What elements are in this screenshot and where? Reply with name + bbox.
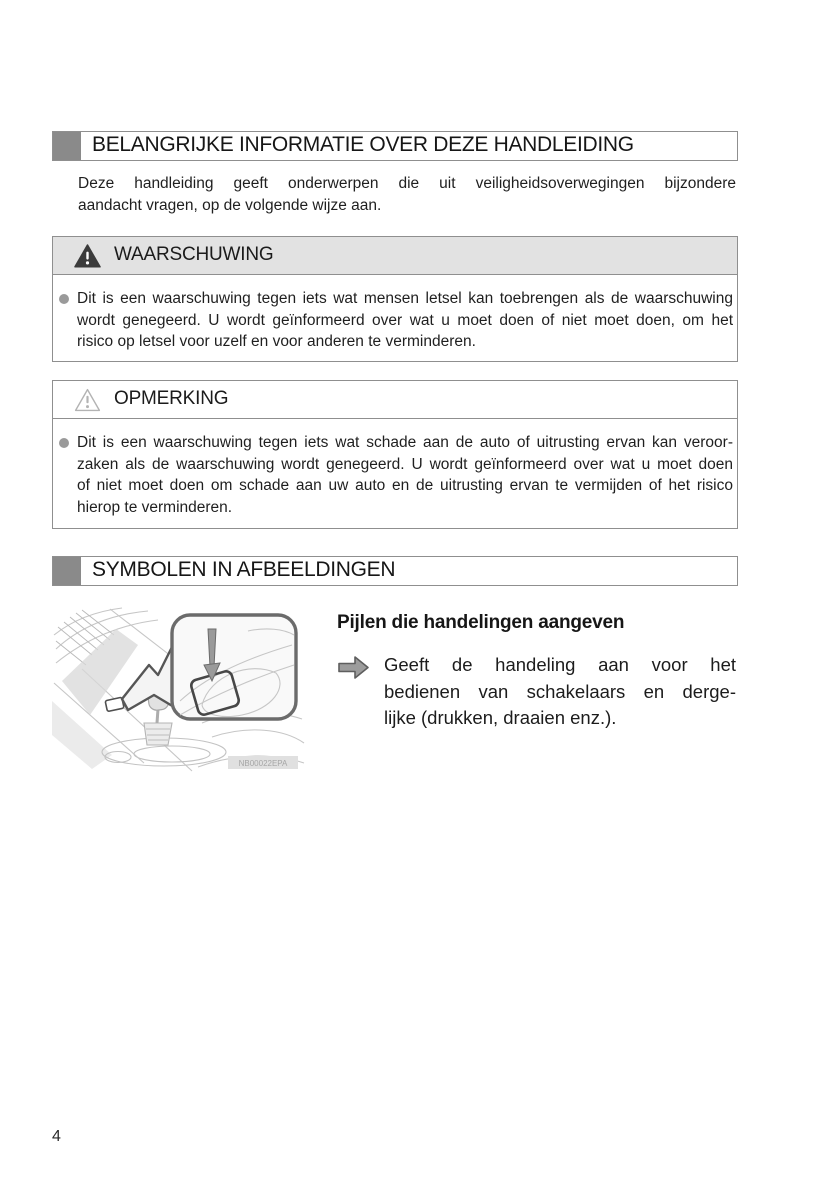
section-marker-square [53,132,81,160]
warning-box-header [53,237,737,275]
page-number: 4 [52,1128,61,1145]
section-header-symbols [52,556,738,586]
section-header-important-info [52,131,738,161]
gearshift-illustration [52,605,305,777]
symbols-heading: Pijlen die handelingen aangeven [337,612,625,633]
warning-bullet-text: Dit is een waarschuwing tegen iets wat mensen letsel kan toebrengen als de waarschuwing wordt genegeerd. U wordt geïnformeerd over wat u moet doen of niet moet doen, om het risico op letsel voor uzelf en voor anderen te verminderen. [77,290,733,350]
section-title: SYMBOLEN IN AFBEELDINGEN [92,558,396,581]
warning-box [52,236,738,362]
note-box-body [53,419,737,518]
note-bullet-item [58,432,733,518]
warning-box-title: WAARSCHUWING [114,243,274,265]
figure-code-watermark: NB00022EPA [238,759,288,768]
note-box-title: OPMERKING [114,387,229,409]
intro-paragraph: Deze handleiding geeft onderwerpen die uit veiligheidsoverwegingen bijzondere aandacht vragen, op de volgende wijze aan. [78,175,736,214]
arrow-legend-text: Geeft de handeling aan voor het bedienen van schakelaars en derge- lijke (drukken, draaien enz.). [384,654,736,728]
warning-triangle-filled-icon [74,244,101,268]
warning-triangle-outline-icon [74,388,101,412]
arrow-legend-item [337,652,736,732]
gearshift-illustration-svg [52,605,305,777]
note-box-header [53,381,737,419]
section-title: BELANGRIJKE INFORMATIE OVER DEZE HANDLEIDING [92,133,634,156]
bullet-icon [59,294,69,304]
note-bullet-text: Dit is een waarschuwing tegen iets wat schade aan de auto of uitrusting ervan kan veroor- zaken als de waarschuwing wordt genegeerd. U wordt geïnformeerd over wat u moet doen of niet moet doen om schade aan uw auto en de uitrusting ervan te vermijden of het risico hierop te verminderen. [77,434,733,516]
bullet-icon [59,438,69,448]
warning-bullet-item [58,288,733,353]
right-arrow-icon [337,655,370,680]
note-box [52,380,738,529]
warning-box-body [53,275,737,353]
section-marker-square [53,557,81,585]
